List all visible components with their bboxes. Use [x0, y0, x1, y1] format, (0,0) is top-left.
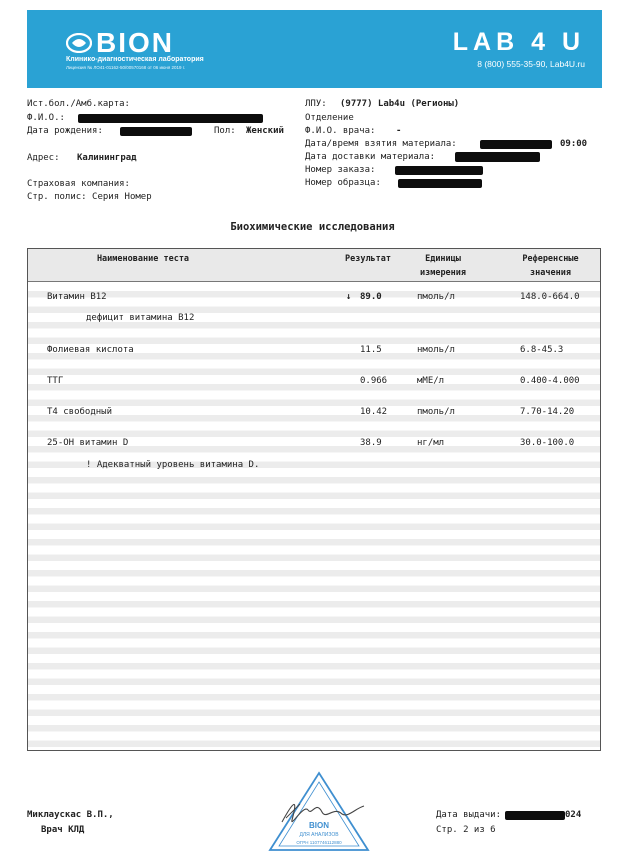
result-value: 0.966 [360, 376, 388, 386]
section-title: Биохимические исследования [230, 221, 395, 233]
lab4u-contacts: 8 (800) 555-35-90, Lab4U.ru [477, 59, 585, 69]
doctor-label: Ф.И.О. врача: [305, 126, 376, 136]
header-ref-2: значения [530, 268, 571, 278]
header-units-2: измерения [419, 268, 467, 278]
results-table [27, 248, 601, 751]
stamp-ogrn: ОГРН 1107746112880 [296, 840, 342, 845]
stamp-brand: BION [309, 821, 329, 830]
result-value: 11.5 [360, 345, 382, 355]
policy-label: Стр. полис: Серия Номер [27, 192, 152, 202]
result-note: дефицит витамина В12 [86, 313, 195, 323]
units-value: пмоль/л [417, 407, 455, 417]
bion-subtitle: Клинико-диагностическая лаборатория [66, 56, 204, 63]
result-value: 38.9 [360, 438, 382, 448]
stamp-signature [264, 770, 374, 855]
table-row-note [28, 311, 600, 325]
lab4u-logo: LAB 4 U [452, 28, 585, 56]
redaction-delivered [455, 152, 540, 162]
doctor-name: Миклаускас В.П., [27, 810, 114, 820]
doctor-role: Врач КЛД [41, 825, 85, 835]
department-label: Отделение [305, 113, 354, 123]
ref-value: 0.400-4.000 [520, 376, 580, 386]
table-row [28, 374, 600, 388]
name-label: Ф.И.О.: [27, 113, 65, 123]
test-name: Фолиевая кислота [47, 345, 134, 355]
bion-logo-icon [66, 33, 92, 53]
redaction-issue-date [505, 811, 565, 820]
stamp-icon [264, 770, 374, 855]
units-value: нмоль/л [417, 345, 455, 355]
issue-label: Дата выдачи: [436, 810, 502, 820]
result-value: 89.0 [360, 292, 382, 302]
bion-brand: BION [96, 27, 174, 58]
test-name: Витамин В12 [47, 292, 107, 302]
dob-label: Дата рождения: [27, 126, 103, 136]
units-value: пмоль/л [417, 292, 455, 302]
page-info: Стр. 2 из 6 [436, 825, 496, 835]
table-row [28, 405, 600, 419]
low-flag-icon: ↓ [346, 292, 352, 302]
address-value: Калининград [77, 153, 137, 163]
sex-value: Женский [246, 126, 284, 136]
ref-value: 30.0-100.0 [520, 438, 575, 448]
units-value: нг/мл [417, 438, 445, 448]
table-row [28, 436, 600, 450]
card-label: Ист.бол./Амб.карта: [27, 99, 130, 109]
lpu-value: (9777) Lab4u (Регионы) [340, 99, 460, 109]
ref-value: 148.0-664.0 [520, 292, 580, 302]
header-units-1: Единицы [425, 254, 461, 264]
header-test: Наименование теста [96, 254, 190, 264]
lpu-label: ЛПУ: [305, 99, 327, 109]
doctor-value: - [396, 126, 402, 136]
ref-value: 6.8-45.3 [520, 345, 564, 355]
delivered-label: Дата доставки материала: [305, 152, 436, 162]
table-row-note [28, 458, 600, 472]
ref-value: 7.70-14.20 [520, 407, 575, 417]
test-name: 25-OH витамин D [47, 438, 129, 448]
order-no-label: Номер заказа: [305, 165, 376, 175]
table-header [28, 249, 600, 282]
issue-suffix: 024 [565, 810, 582, 820]
bion-license: Лицензия № ЛО41-01162-50/00570168 от 06 июня 2019 г. [66, 65, 186, 70]
insurance-label: Страховая компания: [27, 179, 130, 189]
redaction-order-no [395, 166, 483, 175]
redaction-sample-no [398, 179, 482, 188]
redaction-name [78, 114, 263, 123]
header-ref-1: Референсные [522, 254, 579, 264]
sample-no-label: Номер образца: [305, 178, 381, 188]
test-name: Т4 свободный [47, 407, 113, 417]
redaction-collected [480, 140, 552, 149]
test-name: ТТГ [47, 376, 64, 386]
units-value: мМЕ/л [417, 376, 445, 386]
table-row [28, 343, 600, 357]
bion-logo [66, 27, 206, 79]
collected-time: 09:00 [560, 139, 588, 149]
sex-label: Пол: [214, 126, 236, 136]
result-value: 10.42 [360, 407, 388, 417]
table-row [28, 290, 600, 304]
address-label: Адрес: [27, 153, 60, 163]
stamp-text: ДЛЯ АНАЛИЗОВ [299, 832, 339, 838]
header-result: Результат [344, 254, 392, 264]
result-note: ! Адекватный уровень витамина D. [86, 460, 260, 470]
redaction-dob [120, 127, 192, 136]
collected-label: Дата/время взятия материала: [305, 139, 457, 149]
